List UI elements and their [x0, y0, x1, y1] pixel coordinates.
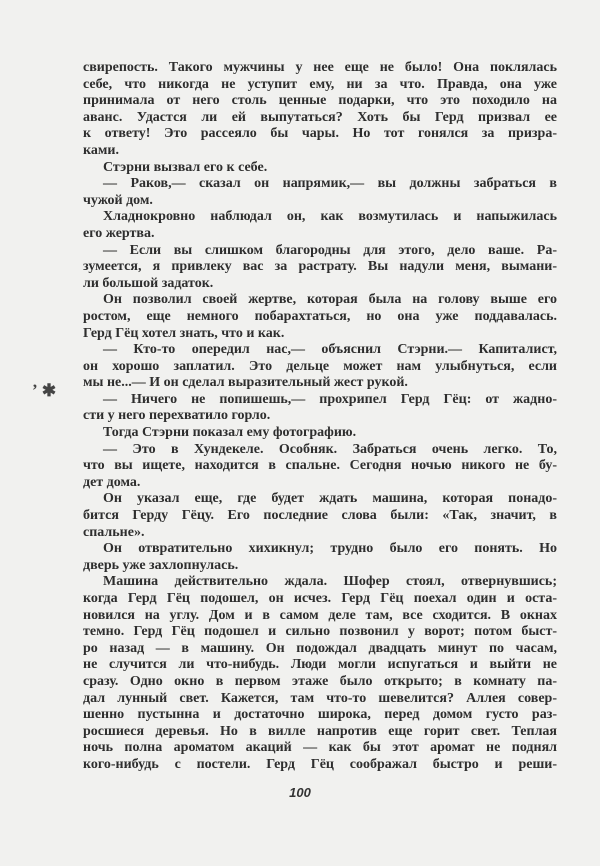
paragraph	[83, 243, 557, 293]
text-line: — Если вы слишком благородны для этого, дело ваше. Ра-	[103, 242, 557, 258]
text-line: себе, что никогда не уступит ему, ни за что. Правда, она уже	[83, 76, 557, 92]
text-line: сти у него перехватило горло.	[83, 408, 271, 424]
text-line: дверь уже захлопнулась.	[83, 557, 239, 573]
paragraph	[83, 292, 557, 342]
text-line: дет дома.	[83, 474, 141, 490]
text-line: сразу. Одно окно в первом этаже было открыто; в комнату па-	[83, 673, 557, 689]
book-page-text	[83, 60, 557, 774]
text-line: что вы ищете, находится в спальне. Сегодня ночью никого не бу-	[83, 458, 557, 474]
text-line: свирепость. Такого мужчины у нее еще не было! Она поклялась	[83, 60, 557, 75]
text-line: — Кто-то опередил нас,— объяснил Стэрни.— Капиталист,	[103, 342, 557, 358]
paragraph	[83, 342, 557, 392]
paragraph	[83, 160, 557, 177]
text-line: ночь полна ароматом акаций — как бы этот аромат не поднял	[83, 740, 557, 756]
text-line: Хладнокровно наблюдал он, как возмутилась и напыжилась	[103, 209, 557, 225]
text-line: кого-нибудь с постели. Герд Гёц соображал быстро и реши-	[83, 756, 557, 772]
text-line: темно. Герд Гёц подошел и сильно позвонил у ворот; потом быст-	[83, 624, 557, 640]
text-line: росшиеся деревья. Но в вилле напротив еще горит свет. Теплая	[83, 723, 557, 739]
text-line: не случится ли что-нибудь. Люди могли испугаться и выйти не	[83, 657, 557, 673]
paragraph	[83, 574, 557, 773]
text-line: Он позволил своей жертве, которая была на голову выше его	[103, 292, 557, 308]
paragraph	[83, 442, 557, 492]
text-line: ро назад — в машину. Он подождал двадцать минут по часам,	[83, 640, 557, 656]
text-line: он хорошо заплатил. Это дельце может нам улыбнуться, если	[83, 358, 557, 374]
text-line: зумеется, я привлеку вас за растрату. Вы надули меня, вымани-	[83, 259, 557, 275]
ink-blot-mark: ʼ ✱	[32, 381, 57, 400]
text-line: чужой дом.	[83, 192, 153, 208]
text-line: Машина действительно ждала. Шофер стоял, отвернувшись;	[103, 574, 557, 590]
text-line: — Это в Хундекеле. Особняк. Забраться очень легко. То,	[103, 441, 557, 457]
paragraph	[83, 425, 557, 442]
paragraph	[83, 392, 557, 425]
paragraph	[83, 541, 557, 574]
text-line: Он указал еще, где будет ждать машина, которая понадо-	[103, 491, 557, 507]
text-line: принимала от него столь ценные подарки, что это походило на	[83, 93, 557, 109]
paragraph	[83, 491, 557, 541]
text-line: ли большой задаток.	[83, 275, 214, 291]
text-line: шенно пустынна и достаточно широка, перед домом густо раз-	[83, 707, 557, 723]
text-line: новился на углу. Дом и в самом деле там, все сходится. В окнах	[83, 607, 557, 623]
text-line: — Ничего не попишешь,— прохрипел Герд Гёц: от жадно-	[103, 391, 557, 407]
text-line: спальне».	[83, 524, 145, 540]
text-line: — Раков,— сказал он напрямик,— вы должны забраться в	[103, 176, 557, 192]
text-line: ками.	[83, 142, 119, 158]
text-line: ростом, еще немного побарахтаться, но она уже поддавалась.	[83, 308, 557, 324]
text-line: бится Герду Гёцу. Его последние слова были: «Так, значит, в	[83, 508, 557, 524]
text-line: Тогда Стэрни показал ему фотографию.	[103, 425, 357, 441]
text-line: Герд Гёц хотел знать, что и как.	[83, 325, 285, 341]
paragraph	[83, 60, 557, 160]
text-line: аванс. Удастся ли ей выпутаться? Хоть бы Герд призвал ее	[83, 109, 557, 125]
page-number: 100	[289, 785, 311, 800]
text-line: мы не...— И он сделал выразительный жест рукой.	[83, 375, 408, 391]
paragraph	[83, 209, 557, 242]
paragraph	[83, 176, 557, 209]
text-line: дал лунный свет. Кажется, там что-то шевелится? Аллея совер-	[83, 690, 557, 706]
text-line: к ответу! Это рассеяло бы чары. Но тот гонялся за призра-	[83, 126, 557, 142]
text-line: Стэрни вызвал его к себе.	[103, 159, 268, 175]
text-line: Он отвратительно хихикнул; трудно было его понять. Но	[103, 541, 557, 557]
text-line: когда Герд Гёц подошел, он исчез. Герд Гёц поехал один и оста-	[83, 591, 557, 606]
text-line: его жертва.	[83, 225, 155, 241]
